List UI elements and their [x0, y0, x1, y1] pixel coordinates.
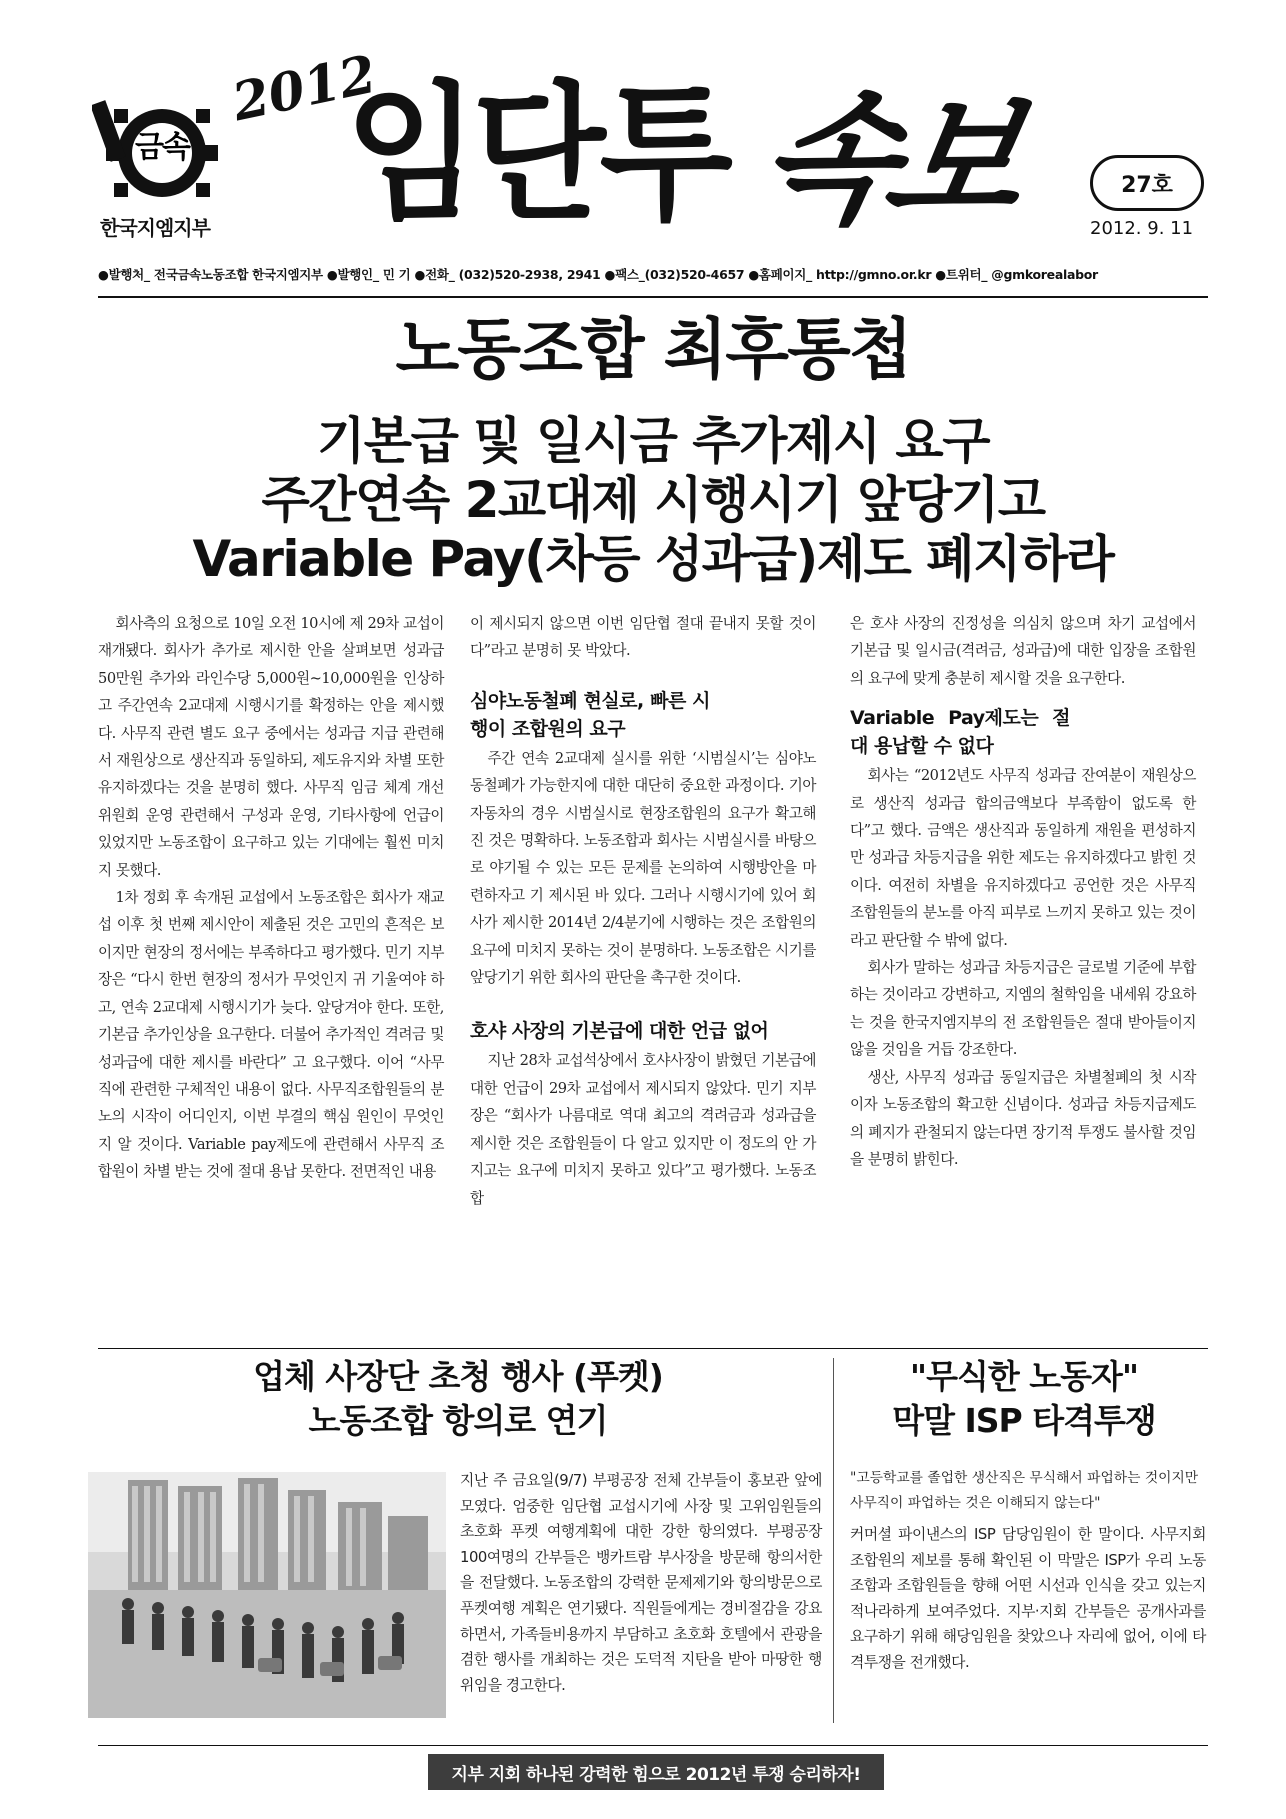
- year-label: 2012: [227, 43, 382, 134]
- paragraph: 회사는 “2012년도 사무직 성과급 잔여분이 재원상으로 생산직 성과급 합의금액보다 부족함이 없도록 한다”고 했다. 금액은 생산직과 동일하게 재원을 편성하지만 성과급 차등지급을 위한 제도는 유지하겠다고 밝힌 것이다. 여전히 차별을 유지하겠다고 공언한 것은 사무직 조합원들의 분노를 아직 피부로 느끼지 못하고 있는 것이라고 판단할 수 밖에 없다.: [850, 767, 1196, 949]
- paragraph: 커머셜 파이낸스의 ISP 담당임원이 한 말이다. 사무지회 조합원의 제보를 통해 확인된 이 막말은 ISP가 우리 노동조합과 조합원들을 향해 어떤 시선과 인식을 갖고 있는지 적나라하게 보여주었다. 지부·지회 간부들은 공개사과를 요구하기 위해 해당임원을 찾았으나 자리에 없어, 이에 타격투쟁을 전개했다.: [850, 1526, 1206, 1671]
- issue-number: 27호: [1090, 155, 1204, 211]
- paragraph: 회사측의 요청으로 10일 오전 10시에 제 29차 교섭이 재개됐다. 회사가 추가로 제시한 안을 살펴보면 성과급 50만원 추가와 라인수당 5,000원~10,000원을 인상하고 주간연속 2교대제 시행시기를 확정하는 안을 제시했다. 사무직 관련 별도 요구 중에서는 성과급 지급 관련해서 재원상으로 생산직과 동일하되, 제도유지와 차별 또한 유지하겠다는 것을 분명히 했다. 사무직 임금 체계 개선위원회 운영 관련해서 구성과 운영, 기타사항에 언급이 있었지만 노동조합이 요구하고 있는 기대에는 훨씬 미치지 못했다.: [98, 615, 444, 879]
- section-heading: Variable Pay제도는 절대 용납할 수 없다: [850, 707, 1070, 758]
- protest-photo: [88, 1472, 446, 1718]
- divider: [98, 296, 1208, 298]
- paragraph: 은 호샤 사장의 진정성을 의심치 않으며 차기 교섭에서 기본급 및 일시금(격려금, 성과급)에 대한 입장을 조합원의 요구에 맞게 충분히 제시할 것을 요구한다.: [850, 615, 1196, 687]
- branch-name: 한국지엠지부: [100, 216, 210, 240]
- divider: [98, 1348, 1208, 1349]
- masthead-bulletin: 속보: [747, 80, 1027, 243]
- column-divider: [833, 1358, 834, 1723]
- section-heading: 호샤 사장의 기본급에 대한 언급 없어: [470, 1020, 769, 1043]
- paragraph: 주간 연속 2교대제 실시를 위한 ‘시범실시’는 심야노동철폐가 가능한지에 대한 대단히 중요한 과정이다. 기아자동차의 경우 시범실시로 현장조합원의 요구가 확고해진 것은 명확하다. 노동조합과 회사는 시범실시를 바탕으로 야기될 수 있는 모든 문제를 논의하여 시행방안을 마련하자고 기 제시된 바 있다. 그러나 시행시기에 있어 회사가 제시한 2014년 2/4분기에 시행하는 것은 조합원의 요구에 미치지 못하는 것이 분명하다. 노동조합은 시기를 앞당기기 위한 회사의 판단을 촉구한 것이다.: [470, 749, 816, 987]
- article-column-2: [470, 610, 816, 1212]
- paragraph: 지난 주 금요일(9/7) 부평공장 전체 간부들이 홍보관 앞에 모였다. 엄중한 임단협 교섭시기에 사장 및 고위임원들의 초호화 푸켓 여행계획에 대한 강한 항의였다. 부평공장 100여명의 간부들은 뱅카트람 부사장을 방문해 항의서한을 전달했다. 노동조합의 강력한 문제제기와 항의방문으로 푸켓여행 계획은 연기됐다. 직원들에게는 경비절감을 강요하면서, 가족들비용까지 부담하고 초호화 호텔에서 관광을 겸한 행사를 개최하는 것은 도덕적 지탄을 받아 마땅한 행위임을 경고한다.: [460, 1472, 822, 1694]
- footer-slogan: 지부 지회 하나된 강력한 힘으로 2012년 투쟁 승리하자!: [428, 1754, 884, 1790]
- story-body-right: [850, 1522, 1206, 1676]
- section-heading: 심야노동철폐 현실로, 빠른 시행이 조합원의 요구: [470, 689, 710, 740]
- paragraph: 이 제시되지 않으면 이번 임단협 절대 끝내지 못할 것이다”라고 분명히 못 박았다.: [470, 615, 816, 660]
- main-headline: 노동조합 최후통첩: [395, 311, 911, 388]
- subheadline-1: 기본급 및 일시금 추가제시 요구: [316, 412, 990, 470]
- story-headline-1: 업체 사장단 초청 행사 (푸켓): [253, 1357, 663, 1396]
- publisher-info: ●발행처_ 전국금속노동조합 한국지엠지부 ●발행인_ 민 기 ●전화_ (032)520-2938, 2941 ●팩스_(032)520-4657 ●홈페이지_ http://gmno.or.kr ●트위터_ @gmkorealabor: [98, 267, 1098, 282]
- union-logo: [92, 95, 242, 205]
- subheadline-2: 주간연속 2교대제 시행시기 앞당기고: [261, 471, 1045, 529]
- issue-date: 2012. 9. 11: [1090, 218, 1194, 239]
- article-column-1: [98, 610, 444, 1186]
- story-headline-4: 막말 ISP 타격투쟁: [892, 1401, 1156, 1440]
- logo-text: 금속: [135, 130, 189, 165]
- paragraph: 생산, 사무직 성과급 동일지급은 차별철폐의 첫 시작이자 노동조합의 확고한 신념이다. 성과급 차등지급제도의 폐지가 관철되지 않는다면 장기적 투쟁도 불사할 것임을 분명히 밝힌다.: [850, 1068, 1196, 1168]
- paragraph: 1차 정회 후 속개된 교섭에서 노동조합은 회사가 재교섭 이후 첫 번째 제시안이 제출된 것은 고민의 흔적은 보이지만 현장의 정서에는 부족하다고 평가했다. 민기 지부장은 “다시 한번 현장의 정서가 무엇인지 귀 기울여야 하고, 연속 2교대제 시행시기가 늦다. 앞당겨야 한다. 또한, 기본급 추가인상을 요구한다. 더불어 추가적인 격려금 및 성과급에 대한 제시를 바란다” 고 요구했다. 이어 “사무직에 관련한 구체적인 내용이 없다. 사무직조합원들의 분노의 시작이 어디인지, 이번 부결의 핵심 원인이 무엇인지 알 것이다. Variable pay제도에 관련해서 사무직 조합원이 차별 받는 것에 절대 용납 못한다. 전면적인 내용: [98, 889, 444, 1181]
- paragraph: 회사가 말하는 성과급 차등지급은 글로벌 기준에 부합하는 것이라고 강변하고, 지엠의 철학임을 내세워 강요하는 것을 한국지엠지부의 전 조합원들은 절대 받아들이지 않을 것임을 거듭 강조한다.: [850, 959, 1196, 1059]
- story-headline-2: 노동조합 항의로 연기: [308, 1401, 608, 1440]
- paragraph: 지난 28차 교섭석상에서 호샤사장이 밝혔던 기본급에 대한 언급이 29차 교섭에서 제시되지 않았다. 민기 지부장은 “회사가 나름대로 역대 최고의 격려금과 성과급을 제시한 것은 조합원들이 다 알고 있지만 이 정도의 안 가지고는 요구에 미치지 못하고 있다”고 평가했다. 노동조합: [470, 1052, 816, 1207]
- quote-text: "고등학교를 졸업한 생산직은 무식해서 파업하는 것이지만 사무직이 파업하는 것은 이해되지 않는다": [850, 1470, 1199, 1511]
- story-headline-3: "무식한 노동자": [909, 1357, 1139, 1396]
- article-column-3: [850, 610, 1196, 1173]
- divider: [98, 1745, 1208, 1746]
- subheadline-3: Variable Pay(차등 성과급)제도 폐지하라: [192, 530, 1114, 588]
- masthead-title: 임단투: [345, 67, 727, 241]
- story-body-left: [460, 1468, 822, 1698]
